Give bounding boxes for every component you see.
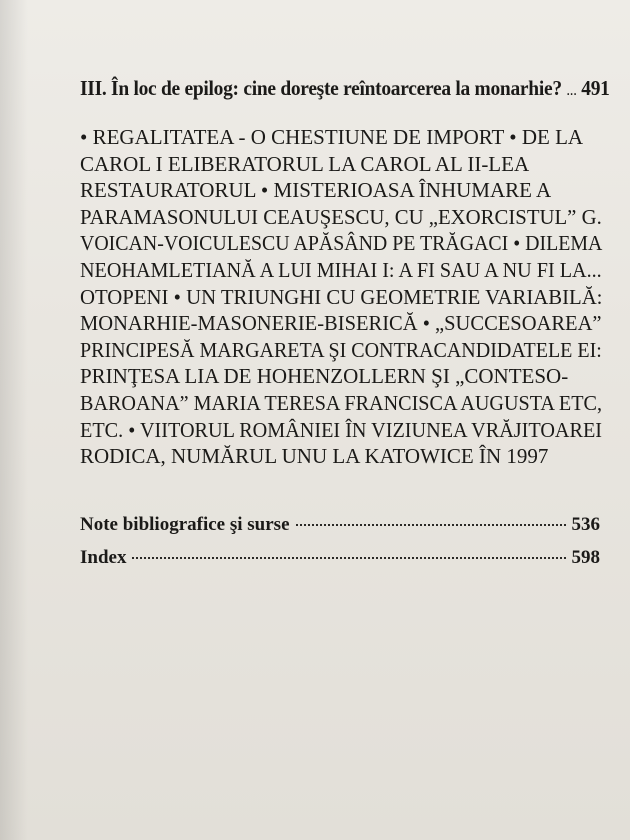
- chapter-title: III. În loc de epilog: cine doreşte reîntoarcerea la monarhie?: [80, 76, 562, 100]
- chapter-page-number: 491: [581, 76, 610, 100]
- chapter-summary: [80, 124, 602, 470]
- toc-dot-leader: [296, 524, 566, 526]
- page-gutter-shadow: [0, 0, 28, 840]
- toc-entry-page: 536: [571, 514, 600, 535]
- summary-line: MONARHIE-MASONERIE-BISERICĂ • „SUCCESOAREA”: [80, 311, 602, 336]
- summary-line: PRINCIPESĂ MARGARETA ŞI CONTRACANDIDATELE EI:: [80, 337, 602, 362]
- summary-line: ETC. • VIITORUL ROMÂNIEI ÎN VIZIUNEA VRĂJITOAREI: [80, 417, 603, 442]
- toc-entry-index: [80, 547, 600, 569]
- toc-entry-page: 598: [571, 547, 600, 568]
- summary-line: RESTAURATORUL • MISTERIOASA ÎNHUMARE A: [80, 178, 552, 203]
- summary-line: NEOHAMLETIANĂ A LUI MIHAI I: A FI SAU A NU FI LA...: [80, 257, 602, 282]
- summary-line: OTOPENI • UN TRIUNGHI CU GEOMETRIE VARIABILĂ:: [80, 284, 603, 309]
- summary-line: PARAMASONULUI CEAUŞESCU, CU „EXORCISTUL” G.: [80, 204, 602, 229]
- summary-line: • REGALITATEA - O CHESTIUNE DE IMPORT • DE LA: [80, 125, 584, 149]
- toc-entry-notes: [80, 514, 600, 536]
- summary-line: CAROL I ELIBERATORUL LA CAROL AL II-LEA: [80, 151, 530, 176]
- chapter-leader: ...: [566, 82, 577, 99]
- chapter-entry: [80, 76, 610, 101]
- summary-line: BAROANA” MARIA TERESA FRANCISCA AUGUSTA ETC,: [80, 390, 603, 415]
- toc-entry-label: Note bibliografice şi surse: [80, 514, 290, 535]
- summary-line: PRINŢESA LIA DE HOHENZOLLERN ŞI „CONTESO-: [80, 364, 569, 389]
- summary-line: RODICA, NUMĂRUL UNU LA KATOWICE ÎN 1997: [80, 444, 549, 469]
- toc-entry-label: Index: [80, 547, 127, 568]
- toc-dot-leader: [132, 557, 565, 559]
- summary-line: VOICAN-VOICULESCU APĂSÂND PE TRĂGACI • DILEMA: [80, 231, 603, 256]
